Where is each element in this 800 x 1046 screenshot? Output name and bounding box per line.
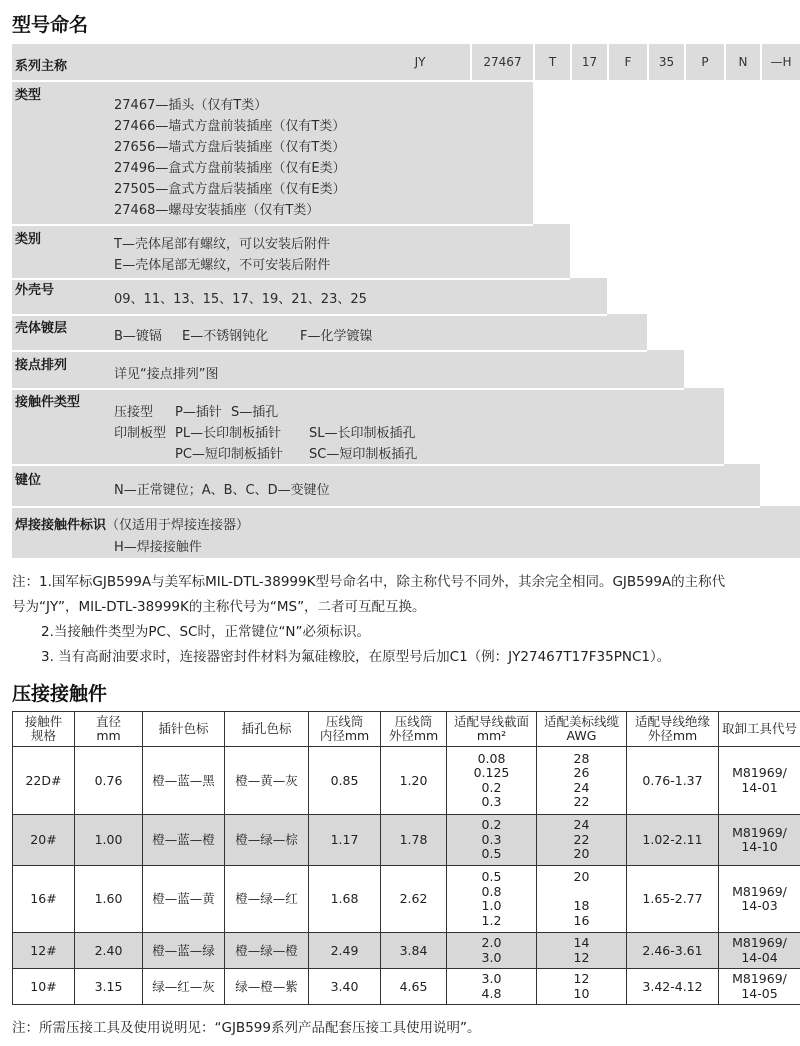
type-item: 27467—插头（仅有T类） [114, 98, 268, 113]
code-17: 17 [581, 55, 598, 69]
section-title-crimp-contacts: 压接接触件 [12, 683, 108, 705]
series-label: 系列主称 [15, 59, 68, 74]
cell-wire-section: 0.5 0.8 1.0 1.2 [447, 866, 537, 933]
table-row [13, 933, 800, 969]
type-item: 27496—盒式方盘前装插座（仅有E类） [114, 161, 346, 176]
cell-tool: M81969/ 14-01 [719, 747, 800, 815]
weld-suffix: （仅适用于焊接连接器） [106, 518, 250, 533]
key-label: 键位 [15, 473, 42, 488]
cell-insulation: 0.76-1.37 [627, 747, 719, 815]
cell-wire-section: 0.2 0.3 0.5 [447, 815, 537, 866]
crimp-contact-table [12, 711, 800, 1005]
section-title-model-naming: 型号命名 [12, 14, 89, 36]
type-item: 27505—盒式方盘后装插座（仅有E类） [114, 182, 346, 197]
col-header-barrel-inner: 压线筒 内径mm [309, 712, 381, 747]
arrangement-label: 接点排列 [15, 358, 68, 373]
col-header-awg: 适配美标线缆 AWG [537, 712, 627, 747]
weld-label: 焊接接触件标识 [15, 518, 107, 533]
col-header-socket-color: 插孔色标 [225, 712, 309, 747]
cell-socket-color: 绿—橙—紫 [225, 969, 309, 1005]
code-p: P [701, 55, 709, 69]
cell-awg: 20 18 16 [537, 866, 627, 933]
cell-pin-color: 绿—红—灰 [143, 969, 225, 1005]
col-header-insulation: 适配导线绝缘 外径mm [627, 712, 719, 747]
table-row [13, 969, 800, 1005]
note-3: 3. 当有高耐油要求时，连接器密封件材料为氟硅橡胶，在原型号后加C1（例：JY27467T17F35PNC1）。 [41, 649, 671, 665]
cell-pin-color: 橙—蓝—黄 [143, 866, 225, 933]
category-item: E—壳体尾部无螺纹，不可安装后附件 [114, 258, 331, 273]
cell-barrel-inner: 1.17 [309, 815, 381, 866]
type-item: 27468—螺母安装插座（仅有T类） [114, 203, 320, 218]
cell-spec: 20# [13, 815, 75, 866]
cell-socket-color: 橙—绿—红 [225, 866, 309, 933]
cell-insulation: 1.65-2.77 [627, 866, 719, 933]
cell-insulation: 2.46-3.61 [627, 933, 719, 969]
plating-label: 壳体镀层 [15, 321, 68, 336]
shell-label: 外壳号 [15, 283, 55, 298]
type-item: 27466—墙式方盘前装插座（仅有T类） [114, 119, 346, 134]
cell-awg: 28 26 24 22 [537, 747, 627, 815]
col-header-tool: 取卸工具代号 [719, 712, 800, 747]
crimp-label: 压接型 [114, 405, 154, 420]
note-1-line-1: 注：1.国军标GJB599A与美军标MIL-DTL-38999K型号命名中，除主称代号不同外，其余完全相同。GJB599A的主称代 [12, 574, 726, 590]
cell-spec: 10# [13, 969, 75, 1005]
weld-value: H—焊接接触件 [114, 540, 202, 555]
cell-awg: 24 22 20 [537, 815, 627, 866]
cell-spec: 16# [13, 866, 75, 933]
cell-socket-color: 橙—黄—灰 [225, 747, 309, 815]
cell-barrel-outer: 3.84 [381, 933, 447, 969]
cell-barrel-outer: 2.62 [381, 866, 447, 933]
table-row [13, 815, 800, 866]
cell-wire-section: 2.0 3.0 [447, 933, 537, 969]
cell-barrel-inner: 2.49 [309, 933, 381, 969]
pcb-pc: PC—短印制板插针 [175, 447, 283, 462]
cell-awg: 12 10 [537, 969, 627, 1005]
cell-wire-section: 0.08 0.125 0.2 0.3 [447, 747, 537, 815]
code-27467: 27467 [483, 55, 522, 69]
code-h: —H [770, 55, 792, 69]
cell-diameter: 1.60 [75, 866, 143, 933]
cell-barrel-inner: 0.85 [309, 747, 381, 815]
cell-diameter: 2.40 [75, 933, 143, 969]
key-value: N—正常键位；A、B、C、D—变键位 [114, 483, 330, 498]
cell-spec: 12# [13, 933, 75, 969]
type-item: 27656—墙式方盘后装插座（仅有T类） [114, 140, 346, 155]
weld-label-line [15, 514, 249, 533]
contact-type-label: 接触件类型 [15, 395, 81, 410]
pcb-pl: PL—长印制板插针 [175, 426, 282, 441]
code-t: T [548, 55, 557, 69]
plating-f: F—化学镀镍 [300, 329, 373, 344]
cell-barrel-inner: 1.68 [309, 866, 381, 933]
cell-diameter: 3.15 [75, 969, 143, 1005]
type-label: 类型 [15, 88, 42, 103]
arrangement-value: 详见“接点排列”图 [114, 367, 219, 382]
col-header-spec: 接触件 规格 [13, 712, 75, 747]
code-f: F [624, 55, 632, 69]
cell-awg: 14 12 [537, 933, 627, 969]
cell-diameter: 0.76 [75, 747, 143, 815]
cell-barrel-outer: 1.20 [381, 747, 447, 815]
cell-tool: M81969/ 14-10 [719, 815, 800, 866]
table-header-row [13, 712, 800, 747]
col-header-wire-section: 适配导线截面 mm² [447, 712, 537, 747]
cell-socket-color: 橙—绿—棕 [225, 815, 309, 866]
table-row [13, 866, 800, 933]
crimp-p: P—插针 [175, 405, 222, 420]
pcb-sl: SL—长印制板插孔 [309, 426, 416, 441]
pcb-label: 印制板型 [114, 426, 167, 441]
cell-diameter: 1.00 [75, 815, 143, 866]
col-header-barrel-outer: 压线筒 外径mm [381, 712, 447, 747]
cell-barrel-outer: 1.78 [381, 815, 447, 866]
plating-b: B—镀镉 [114, 329, 162, 344]
cell-socket-color: 橙—绿—橙 [225, 933, 309, 969]
crimp-s: S—插孔 [231, 405, 279, 420]
cell-pin-color: 橙—蓝—绿 [143, 933, 225, 969]
cell-barrel-outer: 4.65 [381, 969, 447, 1005]
cell-spec: 22D# [13, 747, 75, 815]
col-header-pin-color: 插针色标 [143, 712, 225, 747]
cell-wire-section: 3.0 4.8 [447, 969, 537, 1005]
cell-barrel-inner: 3.40 [309, 969, 381, 1005]
cell-insulation: 3.42-4.12 [627, 969, 719, 1005]
plating-e: E—不锈钢钝化 [182, 329, 269, 344]
pcb-sc: SC—短印制板插孔 [309, 447, 418, 462]
note-1-line-2: 号为“JY”，MIL-DTL-38999K的主称代号为“MS”，二者可互配互换。 [12, 599, 426, 615]
arrangement-band [12, 350, 684, 388]
cell-tool: M81969/ 14-05 [719, 969, 800, 1005]
cell-pin-color: 橙—蓝—橙 [143, 815, 225, 866]
cell-pin-color: 橙—蓝—黑 [143, 747, 225, 815]
category-label: 类别 [15, 232, 42, 247]
code-35: 35 [658, 55, 675, 69]
shell-value: 09、11、13、15、17、19、21、23、25 [114, 292, 367, 307]
code-jy: JY [414, 55, 426, 69]
cell-tool: M81969/ 14-04 [719, 933, 800, 969]
cell-insulation: 1.02-2.11 [627, 815, 719, 866]
code-n: N [738, 55, 748, 69]
note-2: 2.当接触件类型为PC、SC时，正常键位“N”必须标识。 [41, 624, 371, 640]
category-item: T—壳体尾部有螺纹，可以安装后附件 [114, 237, 330, 252]
col-header-diameter: 直径 mm [75, 712, 143, 747]
cell-tool: M81969/ 14-03 [719, 866, 800, 933]
table-row [13, 747, 800, 815]
footnote: 注：所需压接工具及使用说明见：“GJB599系列产品配套压接工具使用说明”。 [12, 1020, 481, 1036]
